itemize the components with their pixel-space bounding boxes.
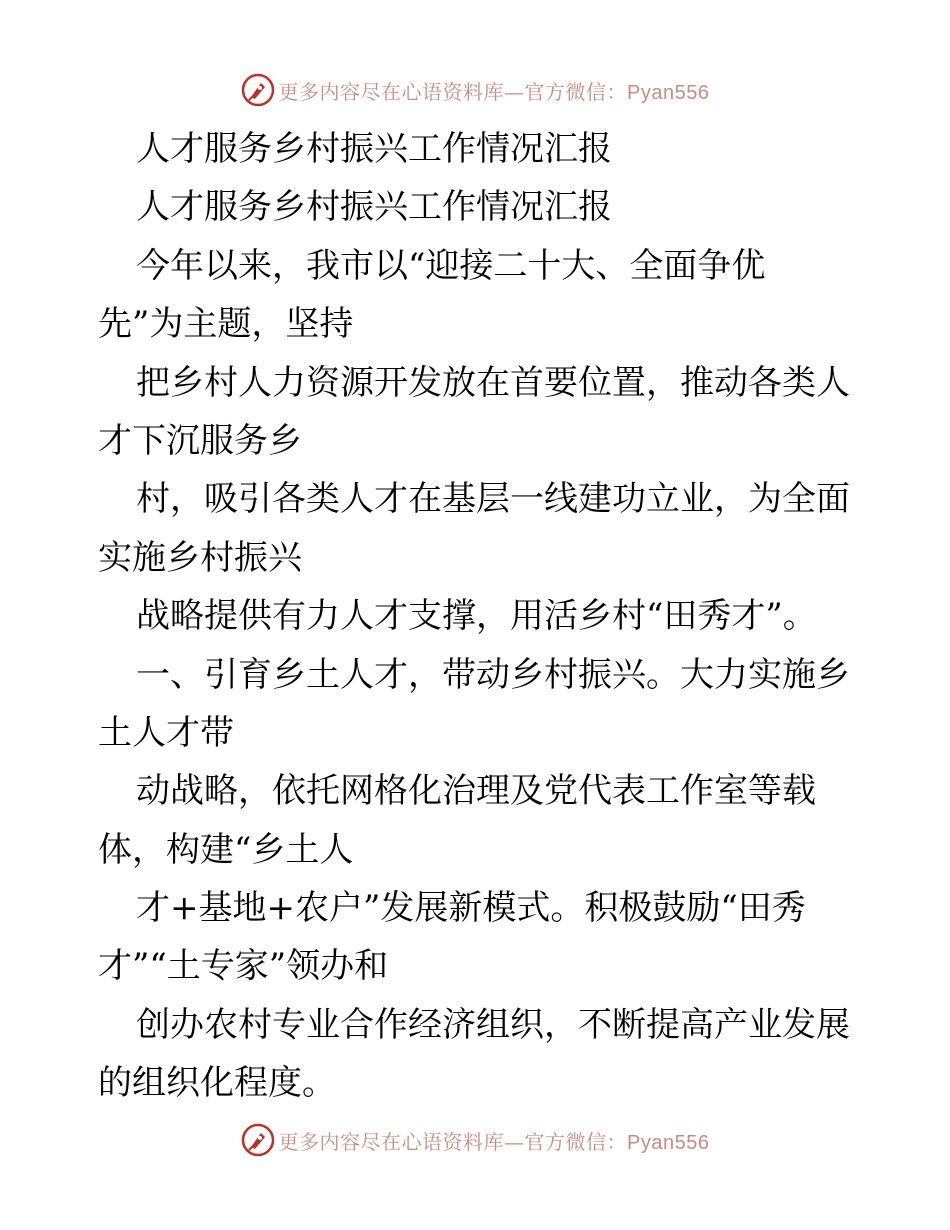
paragraph-line: 一、引育乡土人才，带动乡村振兴。大力实施乡 — [136, 654, 850, 695]
footer-banner-contact-label: 官方微信： — [524, 1129, 628, 1154]
footer-banner-separator: — — [504, 1129, 525, 1154]
footer-banner-text — [279, 1126, 710, 1155]
document-title: 人才服务乡村振兴工作情况汇报 — [136, 129, 612, 169]
paragraph-line: 先”为主题，坚持 — [98, 304, 354, 345]
footer-banner-contact-id: Pyan556 — [627, 1131, 710, 1154]
paragraph-line: 才下沉服务乡 — [98, 420, 302, 461]
header-banner — [0, 68, 950, 112]
paragraph-line: 体，构建“乡土人 — [98, 829, 354, 870]
paragraph-line: 的组织化程度。 — [98, 1063, 336, 1104]
document-subtitle: 人才服务乡村振兴工作情况汇报 — [136, 187, 612, 228]
paragraph-line: 才”“土专家”领办和 — [98, 946, 389, 987]
document-body — [98, 120, 858, 1113]
paragraph-line: 实施乡村振兴 — [98, 537, 302, 578]
paragraph-line: 今年以来，我市以“迎接二十大、全面争优 — [136, 245, 766, 286]
header-banner-separator: — — [504, 79, 525, 104]
footer-banner — [0, 1118, 950, 1162]
paragraph-line: 才+基地+农户”发展新模式。积极鼓励“田秀 — [136, 888, 806, 929]
paragraph-line: 动战略，依托网格化治理及党代表工作室等载 — [136, 771, 816, 812]
paragraph-line: 土人才带 — [98, 712, 234, 753]
paragraph-line: 把乡村人力资源开发放在首要位置，推动各类人 — [136, 362, 850, 403]
paragraph-line: 村，吸引各类人才在基层一线建功立业，为全面 — [136, 479, 850, 520]
pen-nib-logo-icon — [241, 73, 275, 107]
header-banner-contact-id: Pyan556 — [627, 81, 710, 104]
header-banner-slogan: 更多内容尽在心语资料库 — [278, 79, 505, 104]
pen-nib-logo-icon — [241, 1123, 275, 1157]
footer-banner-slogan: 更多内容尽在心语资料库 — [278, 1129, 505, 1154]
paragraph-line: 战略提供有力人才支撑，用活乡村“田秀才”。 — [136, 596, 817, 637]
header-banner-contact-label: 官方微信： — [524, 79, 628, 104]
header-banner-text — [279, 76, 710, 105]
paragraph-line: 创办农村专业合作经济组织，不断提高产业发展 — [136, 1004, 850, 1045]
